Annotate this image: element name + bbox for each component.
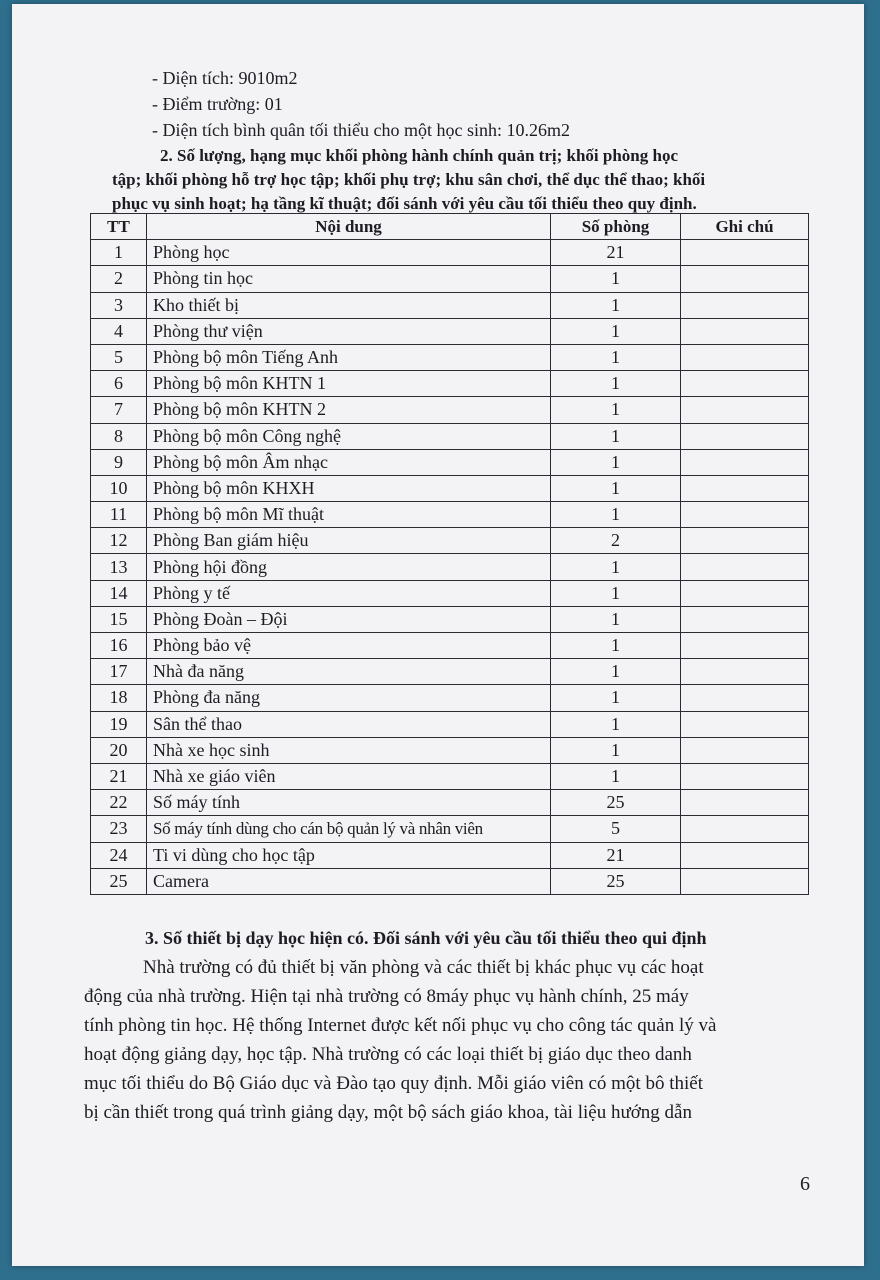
- row-tt: 15: [91, 606, 147, 632]
- row-note: [681, 371, 809, 397]
- row-count: 1: [551, 659, 681, 685]
- row-name: Phòng bộ môn Mĩ thuật: [147, 502, 551, 528]
- row-note: [681, 475, 809, 501]
- row-count: 25: [551, 790, 681, 816]
- row-name: Camera: [147, 868, 551, 894]
- row-note: [681, 737, 809, 763]
- row-tt: 2: [91, 266, 147, 292]
- row-tt: 21: [91, 763, 147, 789]
- row-tt: 10: [91, 475, 147, 501]
- row-tt: 19: [91, 711, 147, 737]
- row-tt: 12: [91, 528, 147, 554]
- row-count: 1: [551, 554, 681, 580]
- table-row: [91, 711, 809, 737]
- row-tt: 3: [91, 292, 147, 318]
- row-count: 1: [551, 763, 681, 789]
- row-name: Phòng bộ môn KHXH: [147, 475, 551, 501]
- section3-heading: 3. Số thiết bị dạy học hiện có. Đối sánh với yêu cầu tối thiểu theo qui định: [145, 928, 707, 948]
- table-row: [91, 816, 809, 842]
- row-name: Số máy tính dùng cho cán bộ quản lý và nhân viên: [147, 816, 551, 842]
- row-note: [681, 580, 809, 606]
- row-tt: 22: [91, 790, 147, 816]
- row-name: Phòng bảo vệ: [147, 633, 551, 659]
- row-note: [681, 423, 809, 449]
- row-name: Nhà xe giáo viên: [147, 763, 551, 789]
- row-note: [681, 842, 809, 868]
- row-tt: 13: [91, 554, 147, 580]
- table-row: [91, 423, 809, 449]
- row-note: [681, 528, 809, 554]
- table-row: [91, 528, 809, 554]
- row-tt: 11: [91, 502, 147, 528]
- row-note: [681, 502, 809, 528]
- row-name: Phòng bộ môn Công nghệ: [147, 423, 551, 449]
- row-count: 1: [551, 371, 681, 397]
- row-count: 1: [551, 502, 681, 528]
- row-count: 1: [551, 711, 681, 737]
- row-count: 1: [551, 344, 681, 370]
- row-note: [681, 711, 809, 737]
- row-tt: 1: [91, 240, 147, 266]
- row-count: 1: [551, 318, 681, 344]
- page-number: 6: [800, 1173, 810, 1195]
- row-tt: 8: [91, 423, 147, 449]
- table-row: [91, 371, 809, 397]
- row-tt: 25: [91, 868, 147, 894]
- row-note: [681, 292, 809, 318]
- row-count: 1: [551, 423, 681, 449]
- row-name: Phòng Ban giám hiệu: [147, 528, 551, 554]
- table-header-row: [91, 214, 809, 240]
- row-note: [681, 318, 809, 344]
- row-tt: 5: [91, 344, 147, 370]
- table-row: [91, 502, 809, 528]
- row-name: Số máy tính: [147, 790, 551, 816]
- row-note: [681, 266, 809, 292]
- paragraph-line-1: Nhà trường có đủ thiết bị văn phòng và các thiết bị khác phục vụ các hoạt: [143, 957, 704, 978]
- row-tt: 23: [91, 816, 147, 842]
- row-name: Phòng thư viện: [147, 318, 551, 344]
- row-count: 1: [551, 580, 681, 606]
- row-name: Nhà xe học sinh: [147, 737, 551, 763]
- info-area-per-student: - Diện tích bình quân tối thiểu cho một học sinh: 10.26m2: [152, 120, 570, 140]
- row-name: Ti vi dùng cho học tập: [147, 842, 551, 868]
- paragraph-line-2: động của nhà trường. Hiện tại nhà trường có 8máy phục vụ hành chính, 25 máy: [84, 986, 689, 1007]
- row-name: Kho thiết bị: [147, 292, 551, 318]
- table-row: [91, 659, 809, 685]
- row-count: 1: [551, 475, 681, 501]
- row-tt: 6: [91, 371, 147, 397]
- table-row: [91, 266, 809, 292]
- row-name: Phòng đa năng: [147, 685, 551, 711]
- row-tt: 14: [91, 580, 147, 606]
- row-note: [681, 606, 809, 632]
- row-note: [681, 344, 809, 370]
- row-note: [681, 790, 809, 816]
- row-note: [681, 449, 809, 475]
- row-note: [681, 763, 809, 789]
- table-row: [91, 606, 809, 632]
- header-room-count: Số phòng: [551, 214, 681, 240]
- row-count: 1: [551, 449, 681, 475]
- row-note: [681, 816, 809, 842]
- row-name: Phòng bộ môn Tiếng Anh: [147, 344, 551, 370]
- row-name: Phòng bộ môn Âm nhạc: [147, 449, 551, 475]
- table-row: [91, 633, 809, 659]
- info-area: - Diện tích: 9010m2: [152, 68, 298, 88]
- row-count: 1: [551, 397, 681, 423]
- row-tt: 18: [91, 685, 147, 711]
- row-tt: 16: [91, 633, 147, 659]
- table-row: [91, 292, 809, 318]
- table-row: [91, 554, 809, 580]
- row-tt: 9: [91, 449, 147, 475]
- table-row: [91, 240, 809, 266]
- row-tt: 7: [91, 397, 147, 423]
- row-name: Phòng hội đồng: [147, 554, 551, 580]
- row-name: Phòng học: [147, 240, 551, 266]
- row-count: 1: [551, 685, 681, 711]
- section2-line-3: phục vụ sinh hoạt; hạ tầng kĩ thuật; đối sánh với yêu cầu tối thiểu theo quy định.: [112, 194, 697, 213]
- row-note: [681, 659, 809, 685]
- paragraph-line-5: mục tối thiểu do Bộ Giáo dục và Đào tạo quy định. Mỗi giáo viên có một bô thiết: [84, 1073, 703, 1094]
- table-row: [91, 790, 809, 816]
- header-content: Nội dung: [147, 214, 551, 240]
- row-count: 1: [551, 737, 681, 763]
- paragraph-line-6: bị cần thiết trong quá trình giảng dạy, một bộ sách giáo khoa, tài liệu hướng dẫn: [84, 1102, 692, 1123]
- table-row: [91, 397, 809, 423]
- row-tt: 4: [91, 318, 147, 344]
- row-count: 1: [551, 266, 681, 292]
- row-name: Phòng tin học: [147, 266, 551, 292]
- row-name: Sân thể thao: [147, 711, 551, 737]
- paragraph-line-3: tính phòng tin học. Hệ thống Internet được kết nối phục vụ cho công tác quản lý và: [84, 1015, 717, 1036]
- section2-line-1: 2. Số lượng, hạng mục khối phòng hành chính quản trị; khối phòng học: [160, 146, 679, 165]
- row-count: 21: [551, 842, 681, 868]
- table-row: [91, 763, 809, 789]
- header-note: Ghi chú: [681, 214, 809, 240]
- table-row: [91, 580, 809, 606]
- table-row: [91, 449, 809, 475]
- row-count: 2: [551, 528, 681, 554]
- row-note: [681, 868, 809, 894]
- row-note: [681, 397, 809, 423]
- row-tt: 20: [91, 737, 147, 763]
- row-tt: 24: [91, 842, 147, 868]
- table-row: [91, 685, 809, 711]
- table-row: [91, 842, 809, 868]
- table-row: [91, 475, 809, 501]
- row-note: [681, 685, 809, 711]
- row-tt: 17: [91, 659, 147, 685]
- row-name: Phòng y tế: [147, 580, 551, 606]
- row-note: [681, 240, 809, 266]
- row-count: 5: [551, 816, 681, 842]
- section2-line-2: tập; khối phòng hỗ trợ học tập; khối phụ trợ; khu sân chơi, thể dục thể thao; khối: [112, 170, 706, 189]
- row-name: Phòng Đoàn – Đội: [147, 606, 551, 632]
- row-count: 25: [551, 868, 681, 894]
- row-name: Phòng bộ môn KHTN 2: [147, 397, 551, 423]
- header-tt: TT: [91, 214, 147, 240]
- row-note: [681, 633, 809, 659]
- rooms-table: [90, 213, 809, 895]
- row-name: Nhà đa năng: [147, 659, 551, 685]
- info-campus: - Điểm trường: 01: [152, 94, 283, 114]
- row-note: [681, 554, 809, 580]
- row-count: 1: [551, 292, 681, 318]
- table-row: [91, 737, 809, 763]
- table-row: [91, 344, 809, 370]
- row-count: 1: [551, 606, 681, 632]
- row-name: Phòng bộ môn KHTN 1: [147, 371, 551, 397]
- row-count: 1: [551, 633, 681, 659]
- table-row: [91, 868, 809, 894]
- table-row: [91, 318, 809, 344]
- row-count: 21: [551, 240, 681, 266]
- paragraph-line-4: hoạt động giảng dạy, học tập. Nhà trường có các loại thiết bị giáo dục theo danh: [84, 1044, 692, 1065]
